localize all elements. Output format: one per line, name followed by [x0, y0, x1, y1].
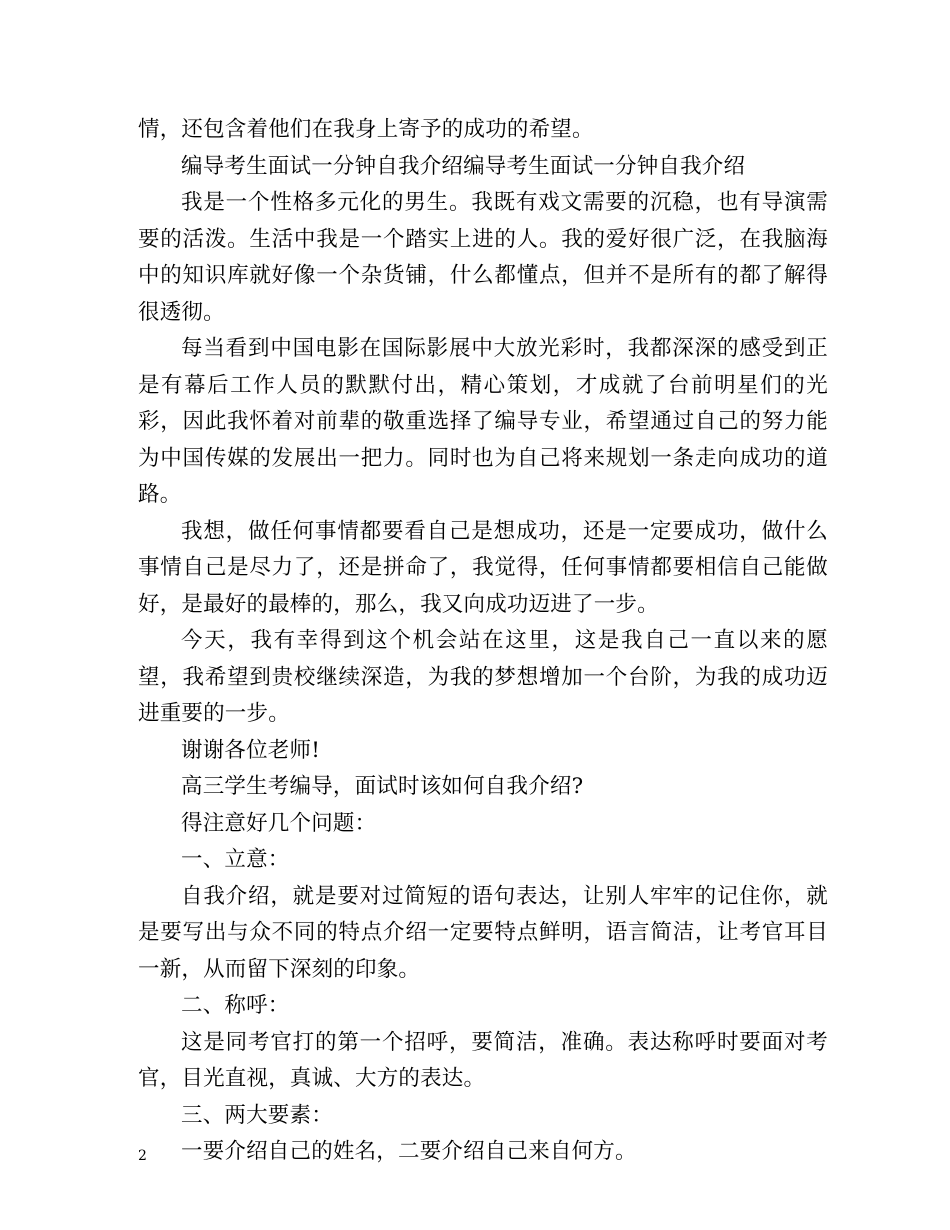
paragraph-notes-intro: 得注意好几个问题：: [181, 810, 377, 836]
paragraph-continuation: 情，还包含着他们在我身上寄予的成功的希望。: [138, 117, 594, 142]
paragraph-theme: 自我介绍，就是要对过简短的语句表达，让别人牢牢的记住你，就是要写出与众不同的特点介绍一定要特点鲜明，语言简洁，让考官耳目一新，从而留下深刻的印象。: [138, 883, 828, 982]
paragraph-greeting: 这是同考官打的第一个招呼，要简洁，准确。表达称呼时要面对考官，目光直视，真诚、大方的表达。: [138, 1029, 828, 1091]
paragraph-thanks: 谢谢各位老师!: [181, 737, 321, 763]
section-heading-greeting: 二、称呼：: [181, 993, 290, 1018]
paragraph-elements: 一要介绍自己的姓名，二要介绍自己来自何方。: [181, 1139, 637, 1164]
paragraph-success: 我想，做任何事情都要看自己是想成功，还是一定要成功，做什么事情自己是尽力了，还是拼命了，我觉得，任何事情都要相信自己能做好，是最好的最棒的，那么，我又向成功迈进了一步。: [138, 518, 828, 617]
document-body: [138, 112, 828, 1171]
section-heading-elements: 三、两大要素：: [181, 1102, 333, 1128]
paragraph-question: 高三学生考编导，面试时该如何自我介绍?: [181, 774, 584, 799]
paragraph-personality: 我是一个性格多元化的男生。我既有戏文需要的沉稳，也有导演需要的活泼。生活中我是一个踏实上进的人。我的爱好很广泛，在我脑海中的知识库就好像一个杂货铺，什么都懂点，但并不是所有的都了解得很透彻。: [138, 190, 828, 325]
section-heading-theme: 一、立意：: [181, 847, 290, 872]
paragraph-motivation: 每当看到中国电影在国际影展中大放光彩时，我都深深的感受到正是有幕后工作人员的默默付出，精心策划，才成就了台前明星们的光彩，因此我怀着对前辈的敬重选择了编导专业，希望通过自己的努力能为中国传媒的发展出一把力。同时也为自己将来规划一条走向成功的道路。: [138, 336, 828, 507]
paragraph-heading-interview-intro: 编导考生面试一分钟自我介绍编导考生面试一分钟自我介绍: [181, 153, 746, 179]
page-number: 2: [138, 1148, 147, 1164]
paragraph-today: 今天，我有幸得到这个机会站在这里，这是我自己一直以来的愿望，我希望到贵校继续深造，为我的梦想增加一个台阶，为我的成功迈进重要的一步。: [138, 628, 828, 726]
